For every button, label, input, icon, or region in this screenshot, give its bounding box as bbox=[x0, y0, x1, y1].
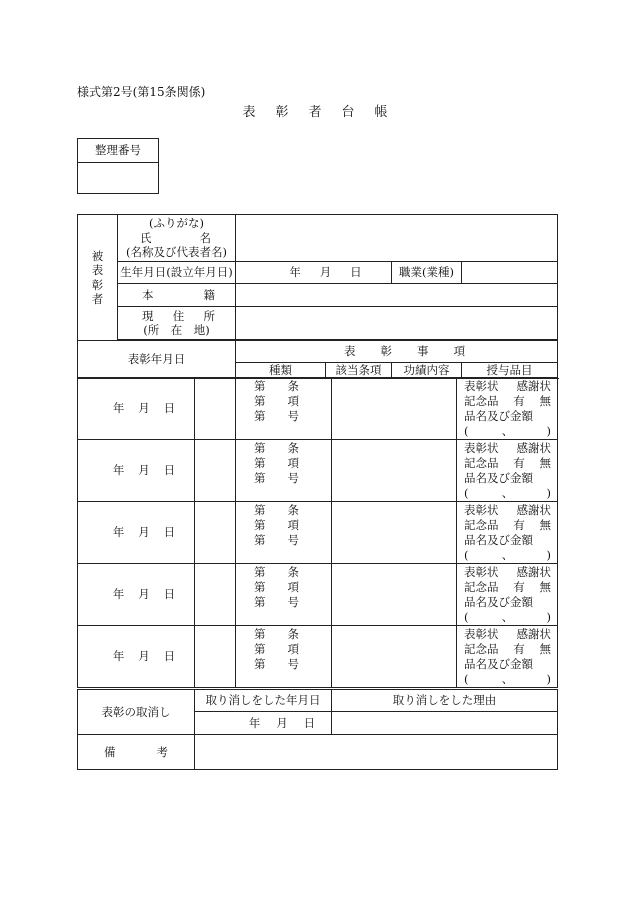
col-type-header: 種類 bbox=[236, 363, 326, 379]
gift-no: 無 bbox=[539, 642, 551, 656]
article-unit: 条 bbox=[287, 627, 299, 641]
honseki-label bbox=[118, 284, 236, 307]
birth-date-field[interactable] bbox=[236, 262, 392, 284]
gift-yes: 有 bbox=[513, 518, 525, 532]
birth-label: 生年月日(設立年月日) bbox=[118, 262, 236, 284]
honoree-char: 表 bbox=[91, 263, 104, 278]
title-char: 表 bbox=[242, 105, 256, 120]
gift-sep: 、 bbox=[501, 672, 514, 686]
gift-no: 無 bbox=[539, 580, 551, 594]
article-unit: 号 bbox=[287, 533, 299, 547]
address-char: 住 bbox=[172, 308, 185, 323]
award-type-field[interactable] bbox=[195, 564, 236, 626]
gift-name-amount: 品名及び金額 bbox=[464, 533, 533, 547]
article-unit: 号 bbox=[287, 657, 299, 671]
paren-close: ) bbox=[546, 486, 551, 500]
honoree-group-label bbox=[78, 215, 118, 341]
gift-sep: 、 bbox=[501, 548, 514, 562]
award-type-field[interactable] bbox=[195, 502, 236, 564]
date-month: 月 bbox=[138, 649, 150, 664]
gift-yes: 有 bbox=[513, 642, 525, 656]
award-article-field[interactable] bbox=[236, 626, 332, 688]
article-unit: 条 bbox=[287, 565, 299, 579]
seiri-number-field[interactable] bbox=[78, 163, 158, 195]
date-year: 年 bbox=[112, 525, 125, 540]
page-title bbox=[0, 101, 630, 120]
date-year: 年 bbox=[112, 401, 125, 416]
cancellation-table bbox=[77, 689, 558, 770]
gift-certificate: 表彰状 bbox=[464, 627, 499, 641]
date-day: 日 bbox=[163, 463, 176, 478]
award-row bbox=[78, 502, 558, 564]
gift-certificate: 表彰状 bbox=[464, 565, 499, 579]
award-gift-field[interactable] bbox=[457, 626, 558, 688]
date-year: 年 bbox=[112, 463, 125, 478]
date-year: 年 bbox=[248, 715, 261, 730]
occupation-label: 職業(業種) bbox=[392, 262, 462, 284]
paren-open: ( bbox=[464, 672, 469, 686]
gift-yes: 有 bbox=[513, 580, 525, 594]
honoree-char: 被 bbox=[91, 248, 104, 263]
gift-thanks: 感謝状 bbox=[516, 503, 551, 517]
cancel-date-header: 取り消しをした年月日 bbox=[195, 690, 332, 712]
award-date-field[interactable] bbox=[78, 564, 195, 626]
seiri-number-label: 整理番号 bbox=[78, 139, 158, 163]
gift-memento: 記念品 bbox=[464, 394, 499, 408]
article-unit: 号 bbox=[287, 409, 299, 423]
paren-open: ( bbox=[464, 424, 469, 438]
award-article-field[interactable] bbox=[236, 502, 332, 564]
article-dai: 第 bbox=[254, 533, 266, 547]
award-date-header: 表彰年月日 bbox=[78, 341, 236, 379]
award-row bbox=[78, 440, 558, 502]
award-rows-table bbox=[77, 377, 558, 688]
remarks-field[interactable] bbox=[195, 735, 558, 770]
article-unit: 項 bbox=[287, 394, 299, 408]
award-gift-field[interactable] bbox=[457, 502, 558, 564]
address-char: 所 bbox=[203, 308, 215, 323]
gift-name-amount: 品名及び金額 bbox=[464, 657, 533, 671]
items-header-char: 事 bbox=[417, 344, 429, 359]
article-dai: 第 bbox=[254, 595, 266, 609]
article-unit: 項 bbox=[287, 456, 299, 470]
gift-certificate: 表彰状 bbox=[464, 503, 499, 517]
remarks-label bbox=[78, 735, 195, 770]
name-left: 氏 bbox=[140, 230, 152, 245]
name-right: 名 bbox=[199, 230, 212, 245]
title-char: 台 bbox=[341, 105, 355, 120]
cancel-reason-field[interactable] bbox=[332, 712, 558, 735]
address-label bbox=[118, 307, 236, 340]
award-date-field[interactable] bbox=[78, 440, 195, 502]
name-sub: (名称及び代表者名) bbox=[126, 245, 227, 260]
cancellation-label: 表彰の取消し bbox=[78, 690, 195, 735]
date-day: 日 bbox=[163, 525, 176, 540]
award-merit-field[interactable] bbox=[332, 626, 457, 688]
gift-sep: 、 bbox=[501, 424, 514, 438]
paren-close: ) bbox=[546, 548, 551, 562]
gift-thanks: 感謝状 bbox=[516, 627, 551, 641]
article-unit: 条 bbox=[287, 503, 299, 517]
paren-close: ) bbox=[546, 672, 551, 686]
article-unit: 項 bbox=[287, 580, 299, 594]
gift-thanks: 感謝状 bbox=[516, 565, 551, 579]
date-month: 月 bbox=[138, 401, 150, 416]
paren-open: ( bbox=[464, 548, 469, 562]
date-year: 年 bbox=[112, 649, 125, 664]
honseki-right: 籍 bbox=[203, 287, 216, 302]
title-char: 者 bbox=[308, 105, 322, 120]
name-field[interactable] bbox=[236, 215, 558, 262]
gift-sep: 、 bbox=[501, 610, 514, 624]
award-merit-field[interactable] bbox=[332, 378, 457, 440]
gift-no: 無 bbox=[539, 456, 551, 470]
col-gift-header: 授与品目 bbox=[462, 363, 558, 379]
paren-open: ( bbox=[464, 610, 469, 624]
article-unit: 条 bbox=[287, 441, 299, 455]
award-date-field[interactable] bbox=[78, 378, 195, 440]
honoree-char: 彰 bbox=[91, 277, 104, 292]
award-article-field[interactable] bbox=[236, 440, 332, 502]
cancel-reason-header: 取り消しをした理由 bbox=[332, 690, 558, 712]
award-gift-field[interactable] bbox=[457, 378, 558, 440]
remarks-right: 考 bbox=[156, 744, 168, 759]
gift-no: 無 bbox=[539, 518, 551, 532]
article-unit: 号 bbox=[287, 471, 299, 485]
form-number: 様式第2号(第15条関係) bbox=[77, 85, 206, 99]
date-year: 年 bbox=[112, 587, 125, 602]
address-char: 現 bbox=[142, 308, 154, 323]
date-month: 月 bbox=[138, 525, 150, 540]
items-header-char: 表 bbox=[344, 344, 356, 359]
col-article-header: 該当条項 bbox=[326, 363, 392, 379]
honoree-register-table bbox=[77, 214, 558, 379]
gift-certificate: 表彰状 bbox=[464, 441, 499, 455]
article-unit: 号 bbox=[287, 595, 299, 609]
date-month: 月 bbox=[138, 463, 150, 478]
gift-sep: 、 bbox=[501, 486, 514, 500]
article-dai: 第 bbox=[254, 518, 266, 532]
date-day: 日 bbox=[303, 715, 316, 730]
gift-yes: 有 bbox=[513, 456, 525, 470]
article-dai: 第 bbox=[254, 379, 266, 393]
award-article-field[interactable] bbox=[236, 564, 332, 626]
occupation-field[interactable] bbox=[462, 262, 558, 284]
award-row bbox=[78, 564, 558, 626]
address-sub: (所 在 地) bbox=[143, 323, 210, 337]
date-month: 月 bbox=[138, 587, 150, 602]
article-unit: 条 bbox=[287, 379, 299, 393]
award-row bbox=[78, 626, 558, 688]
article-dai: 第 bbox=[254, 503, 266, 517]
paren-close: ) bbox=[546, 610, 551, 624]
award-type-field[interactable] bbox=[195, 440, 236, 502]
gift-memento: 記念品 bbox=[464, 580, 499, 594]
date-day: 日 bbox=[163, 401, 176, 416]
award-type-field[interactable] bbox=[195, 626, 236, 688]
title-char: 彰 bbox=[275, 105, 289, 120]
gift-name-amount: 品名及び金額 bbox=[464, 471, 533, 485]
date-year: 年 bbox=[289, 265, 301, 280]
col-merit-header: 功績内容 bbox=[392, 363, 462, 379]
award-gift-field[interactable] bbox=[457, 564, 558, 626]
award-gift-field[interactable] bbox=[457, 440, 558, 502]
award-date-field[interactable] bbox=[78, 626, 195, 688]
date-day: 日 bbox=[163, 587, 176, 602]
gift-memento: 記念品 bbox=[464, 456, 499, 470]
date-day: 日 bbox=[350, 265, 362, 280]
article-dai: 第 bbox=[254, 627, 266, 641]
paren-open: ( bbox=[464, 486, 469, 500]
items-header-char: 項 bbox=[453, 344, 466, 359]
remarks-left: 備 bbox=[104, 744, 116, 759]
address-field[interactable] bbox=[236, 307, 558, 340]
date-month: 月 bbox=[276, 715, 288, 730]
gift-thanks: 感謝状 bbox=[516, 379, 551, 393]
article-dai: 第 bbox=[254, 394, 266, 408]
article-dai: 第 bbox=[254, 642, 266, 656]
gift-certificate: 表彰状 bbox=[464, 379, 499, 393]
article-dai: 第 bbox=[254, 580, 266, 594]
award-merit-field[interactable] bbox=[332, 440, 457, 502]
name-label bbox=[118, 215, 236, 262]
honseki-left: 本 bbox=[142, 287, 154, 302]
award-merit-field[interactable] bbox=[332, 502, 457, 564]
article-unit: 項 bbox=[287, 518, 299, 532]
article-unit: 項 bbox=[287, 642, 299, 656]
award-date-field[interactable] bbox=[78, 502, 195, 564]
title-char: 帳 bbox=[374, 105, 388, 120]
items-header-char: 彰 bbox=[380, 344, 393, 359]
award-row bbox=[78, 378, 558, 440]
gift-memento: 記念品 bbox=[464, 642, 499, 656]
award-merit-field[interactable] bbox=[332, 564, 457, 626]
gift-name-amount: 品名及び金額 bbox=[464, 409, 533, 423]
gift-thanks: 感謝状 bbox=[516, 441, 551, 455]
article-dai: 第 bbox=[254, 565, 266, 579]
article-dai: 第 bbox=[254, 409, 266, 423]
honoree-char: 者 bbox=[91, 291, 104, 306]
award-type-field[interactable] bbox=[195, 378, 236, 440]
award-article-field[interactable] bbox=[236, 378, 332, 440]
gift-no: 無 bbox=[539, 394, 551, 408]
date-month: 月 bbox=[319, 265, 332, 280]
award-items-header bbox=[236, 341, 558, 363]
seiri-number-box bbox=[77, 138, 159, 194]
article-dai: 第 bbox=[254, 456, 266, 470]
honseki-field[interactable] bbox=[236, 284, 558, 307]
gift-yes: 有 bbox=[513, 394, 525, 408]
article-dai: 第 bbox=[254, 657, 266, 671]
article-dai: 第 bbox=[254, 471, 266, 485]
cancel-date-field[interactable] bbox=[195, 712, 332, 735]
gift-memento: 記念品 bbox=[464, 518, 499, 532]
gift-name-amount: 品名及び金額 bbox=[464, 595, 533, 609]
date-day: 日 bbox=[163, 649, 176, 664]
article-dai: 第 bbox=[254, 441, 266, 455]
paren-close: ) bbox=[546, 424, 551, 438]
name-furigana: (ふりがな) bbox=[149, 216, 204, 231]
